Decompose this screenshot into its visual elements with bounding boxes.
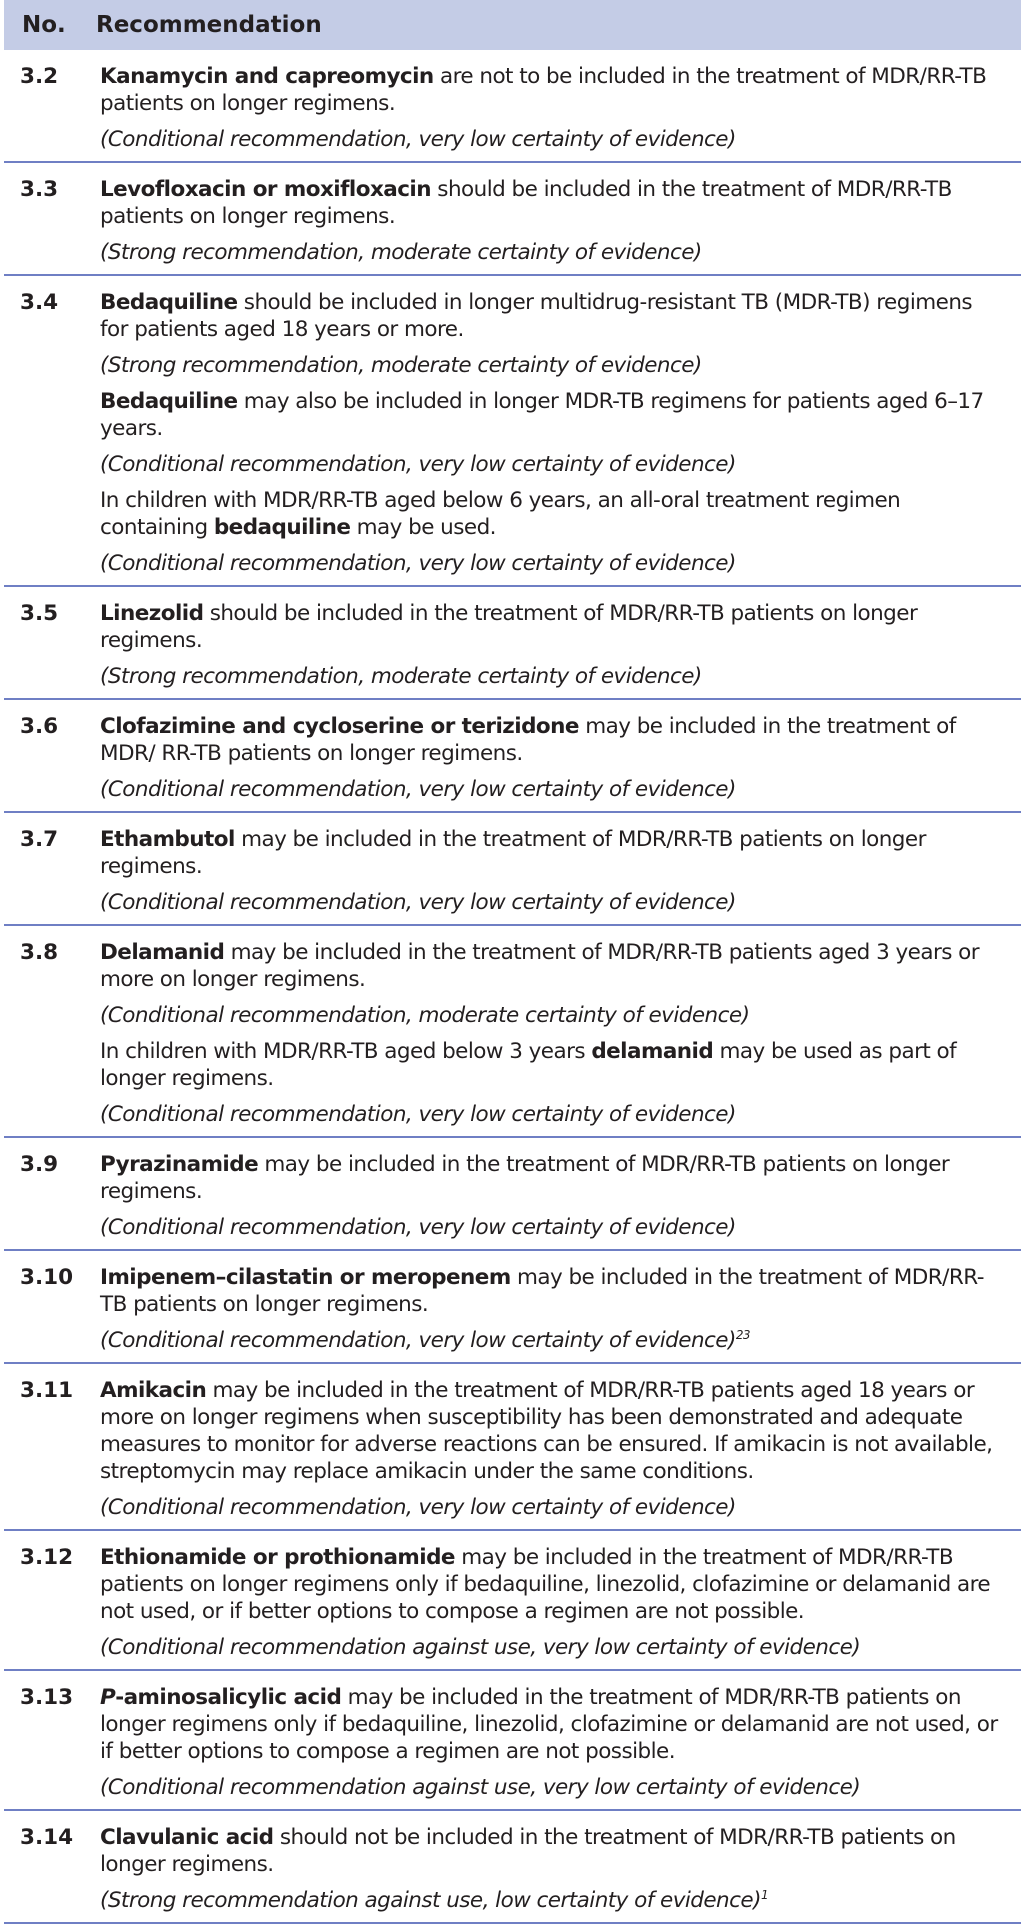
- recommendation-strength: (Conditional recommendation against use, very low certainty of evidence): [100, 1775, 861, 1800]
- recommendation-strength: (Conditional recommendation, very low certainty of evidence): [100, 1495, 736, 1520]
- row-body: [100, 1377, 1005, 1521]
- recommendation-text: Ethambutol may be included in the treatment of MDR/RR-TB patients on longer regimens.: [100, 827, 926, 879]
- header-recommendation: Recommendation: [96, 12, 322, 38]
- drug-name: Pyrazinamide: [100, 1152, 259, 1177]
- drug-name: Kanamycin and capreomycin: [100, 64, 434, 89]
- drug-name: P-aminosalicylic acid: [100, 1685, 342, 1710]
- recommendation-text: Imipenem–cilastatin or meropenem may be included in the treatment of MDR/RR-TB patients on longer regimens.: [100, 1265, 984, 1317]
- row-number: 3.12: [20, 1545, 74, 1570]
- table-row: [4, 700, 1021, 813]
- recommendation-text: P-aminosalicylic acid may be included in the treatment of MDR/RR-TB patients on longer regimens only if bedaquiline, linezolid, clofazimine or delamanid are not used, or if better options to compose a regimen are not possible.: [100, 1685, 998, 1764]
- row-number: 3.10: [20, 1265, 74, 1290]
- table-row: [4, 163, 1021, 276]
- row-body: [100, 1264, 1005, 1354]
- drug-name: Bedaquiline: [100, 389, 238, 414]
- row-number: 3.2: [20, 64, 59, 89]
- row-number: 3.6: [20, 714, 59, 739]
- row-number: 3.9: [20, 1152, 59, 1177]
- recommendation-text: In children with MDR/RR-TB aged below 3 years delamanid may be used as part of longer regimens.: [100, 1039, 957, 1091]
- recommendation-strength: (Conditional recommendation, very low certainty of evidence): [100, 1102, 736, 1127]
- row-number: 3.5: [20, 601, 59, 626]
- footnote-ref: 23: [735, 1327, 750, 1342]
- recommendation-strength: (Conditional recommendation, very low certainty of evidence): [100, 1215, 736, 1240]
- row-number: 3.8: [20, 940, 59, 965]
- row-body: [100, 63, 1005, 153]
- recommendation-strength: (Strong recommendation, moderate certainty of evidence): [100, 240, 702, 265]
- drug-name: Bedaquiline: [100, 290, 238, 315]
- recommendation-text: Clofazimine and cycloserine or terizidone may be included in the treatment of MDR/ RR-TB patients on longer regimens.: [100, 714, 956, 766]
- drug-name: Ethionamide or prothionamide: [100, 1545, 455, 1570]
- recommendation-strength: (Conditional recommendation, very low certainty of evidence): [100, 777, 736, 802]
- row-body: [100, 1684, 1005, 1801]
- row-body: [100, 939, 1005, 1128]
- recommendation-text: Pyrazinamide may be included in the treatment of MDR/RR-TB patients on longer regimens.: [100, 1152, 950, 1204]
- recommendations-table: [4, 0, 1021, 1924]
- recommendation-text: Delamanid may be included in the treatment of MDR/RR-TB patients aged 3 years or more on longer regimens.: [100, 940, 980, 992]
- row-body: [100, 826, 1005, 916]
- recommendation-text: Bedaquiline should be included in longer multidrug-resistant TB (MDR-TB) regimens for patients aged 18 years or more.: [100, 290, 973, 342]
- drug-name: Amikacin: [100, 1378, 207, 1403]
- drug-name: bedaquiline: [213, 515, 351, 540]
- table-row: [4, 813, 1021, 926]
- row-body: [100, 1151, 1005, 1241]
- recommendation-text: Linezolid should be included in the treatment of MDR/RR-TB patients on longer regimens.: [100, 601, 918, 653]
- recommendation-text: Bedaquiline may also be included in longer MDR-TB regimens for patients aged 6–17 years.: [100, 389, 984, 441]
- table-row: [4, 1251, 1021, 1364]
- recommendation-strength: (Conditional recommendation, very low certainty of evidence)$^{23}$: [100, 1327, 750, 1353]
- drug-name: Linezolid: [100, 601, 204, 626]
- row-body: [100, 289, 1005, 577]
- recommendation-strength: (Conditional recommendation, very low certainty of evidence): [100, 127, 736, 152]
- recommendation-strength: (Strong recommendation, moderate certainty of evidence): [100, 664, 702, 689]
- recommendation-text: Amikacin may be included in the treatment of MDR/RR-TB patients aged 18 years or more on longer regimens when susceptibility has been demonstrated and adequate measures to monitor for adverse reactions can be ensured. If amikacin is not available, streptomycin may replace amikacin under the same conditions.: [100, 1378, 993, 1484]
- recommendation-strength: (Conditional recommendation, very low certainty of evidence): [100, 551, 736, 576]
- row-body: [100, 600, 1005, 690]
- recommendation-text: In children with MDR/RR-TB aged below 6 years, an all-oral treatment regimen containing bedaquiline may be used.: [100, 488, 901, 540]
- table-row: [4, 1138, 1021, 1251]
- drug-name: Ethambutol: [100, 827, 235, 852]
- drug-name: Clofazimine and cycloserine or terizidone: [100, 714, 579, 739]
- recommendation-strength: (Conditional recommendation, very low certainty of evidence): [100, 452, 736, 477]
- drug-name: Levofloxacin or moxifloxacin: [100, 177, 432, 202]
- row-body: [100, 1824, 1005, 1914]
- recommendation-text: Kanamycin and capreomycin are not to be included in the treatment of MDR/RR-TB patients on longer regimens.: [100, 64, 987, 116]
- table-row: [4, 50, 1021, 163]
- table-row: [4, 587, 1021, 700]
- row-number: 3.13: [20, 1685, 74, 1710]
- recommendation-strength: (Conditional recommendation, moderate certainty of evidence): [100, 1003, 750, 1028]
- drug-name: delamanid: [591, 1039, 714, 1064]
- row-number: 3.11: [20, 1378, 74, 1403]
- table-row: [4, 276, 1021, 587]
- table-row: [4, 1531, 1021, 1671]
- drug-name: Clavulanic acid: [100, 1825, 274, 1850]
- drug-name: Imipenem–cilastatin or meropenem: [100, 1265, 511, 1290]
- header-no: No.: [22, 12, 66, 38]
- row-number: 3.4: [20, 290, 59, 315]
- row-body: [100, 713, 1005, 803]
- recommendation-strength: (Strong recommendation, moderate certainty of evidence): [100, 353, 702, 378]
- recommendation-text: Ethionamide or prothionamide may be included in the treatment of MDR/RR-TB patients on longer regimens only if bedaquiline, linezolid, clofazimine or delamanid are not used, or if better options to compose a regimen are not possible.: [100, 1545, 991, 1624]
- recommendation-strength: (Conditional recommendation against use, very low certainty of evidence): [100, 1635, 861, 1660]
- recommendation-text: Clavulanic acid should not be included in the treatment of MDR/RR-TB patients on longer regimens.: [100, 1825, 956, 1877]
- table-row: [4, 926, 1021, 1138]
- table-row: [4, 1671, 1021, 1811]
- recommendation-strength: (Conditional recommendation, very low certainty of evidence): [100, 890, 736, 915]
- footnote-ref: 1: [760, 1887, 769, 1902]
- table-row: [4, 1811, 1021, 1924]
- table-row: [4, 1364, 1021, 1531]
- recommendation-strength: (Strong recommendation against use, low certainty of evidence)$^1$: [100, 1887, 769, 1913]
- row-number: 3.7: [20, 827, 59, 852]
- row-body: [100, 176, 1005, 266]
- recommendation-text: Levofloxacin or moxifloxacin should be included in the treatment of MDR/RR-TB patients on longer regimens.: [100, 177, 952, 229]
- row-body: [100, 1544, 1005, 1661]
- drug-name: Delamanid: [100, 940, 225, 965]
- row-number: 3.3: [20, 177, 59, 202]
- row-number: 3.14: [20, 1825, 74, 1850]
- table-header: [4, 0, 1021, 50]
